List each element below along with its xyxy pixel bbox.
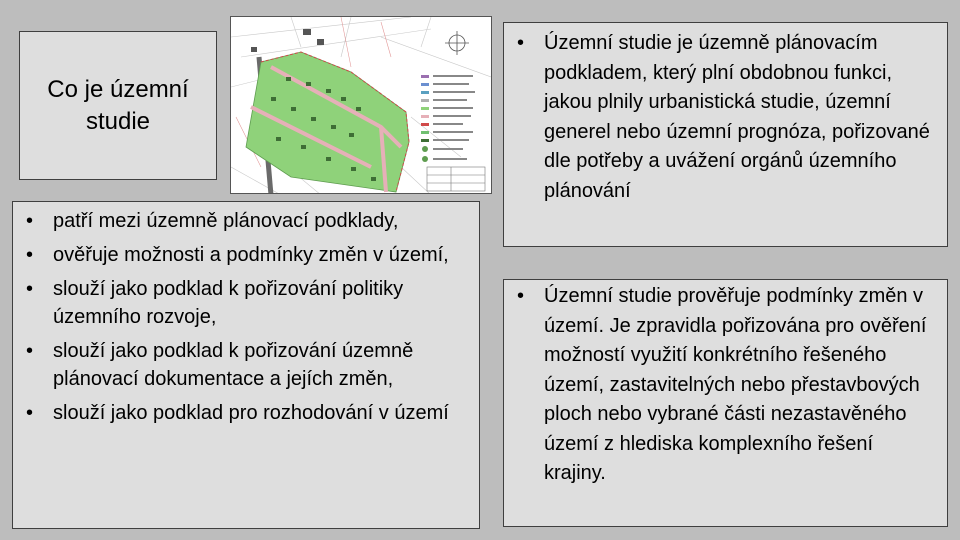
purpose-box [12, 201, 480, 529]
list-item: • slouží jako podklad k pořizování politiky územního rozvoje, [53, 275, 467, 331]
slide-title: Co je územní studie [47, 75, 189, 135]
site-plan-image [230, 16, 492, 194]
title-box [19, 31, 217, 180]
scope-list [504, 280, 947, 489]
definition-box [503, 22, 948, 247]
definition-list [504, 23, 947, 206]
list-item: • Územní studie prověřuje podmínky změn v území. Je zpravidla pořizována pro ověření možností využití konkrétního řešeného území, zastavitelných nebo přestavbových ploch nebo vybrané části nezastavěného území z hlediska komplexního řešení krajiny. [544, 282, 935, 489]
site-plan-drawing [231, 17, 492, 194]
list-item: • ověřuje možnosti a podmínky změn v území, [53, 241, 467, 269]
list-item: • slouží jako podklad k pořizování územně plánovací dokumentace a jejích změn, [53, 337, 467, 393]
purpose-list [13, 202, 479, 427]
list-item: • Územní studie je územně plánovacím podkladem, který plní obdobnou funkci, jakou plnily urbanistická studie, územní generel nebo územní prognóza, pořizované dle potřeby a uvážení orgánů územního plánování [544, 29, 935, 206]
list-item: • slouží jako podklad pro rozhodování v území [53, 399, 467, 427]
scope-box [503, 279, 948, 527]
list-item: • patří mezi územně plánovací podklady, [53, 207, 467, 235]
